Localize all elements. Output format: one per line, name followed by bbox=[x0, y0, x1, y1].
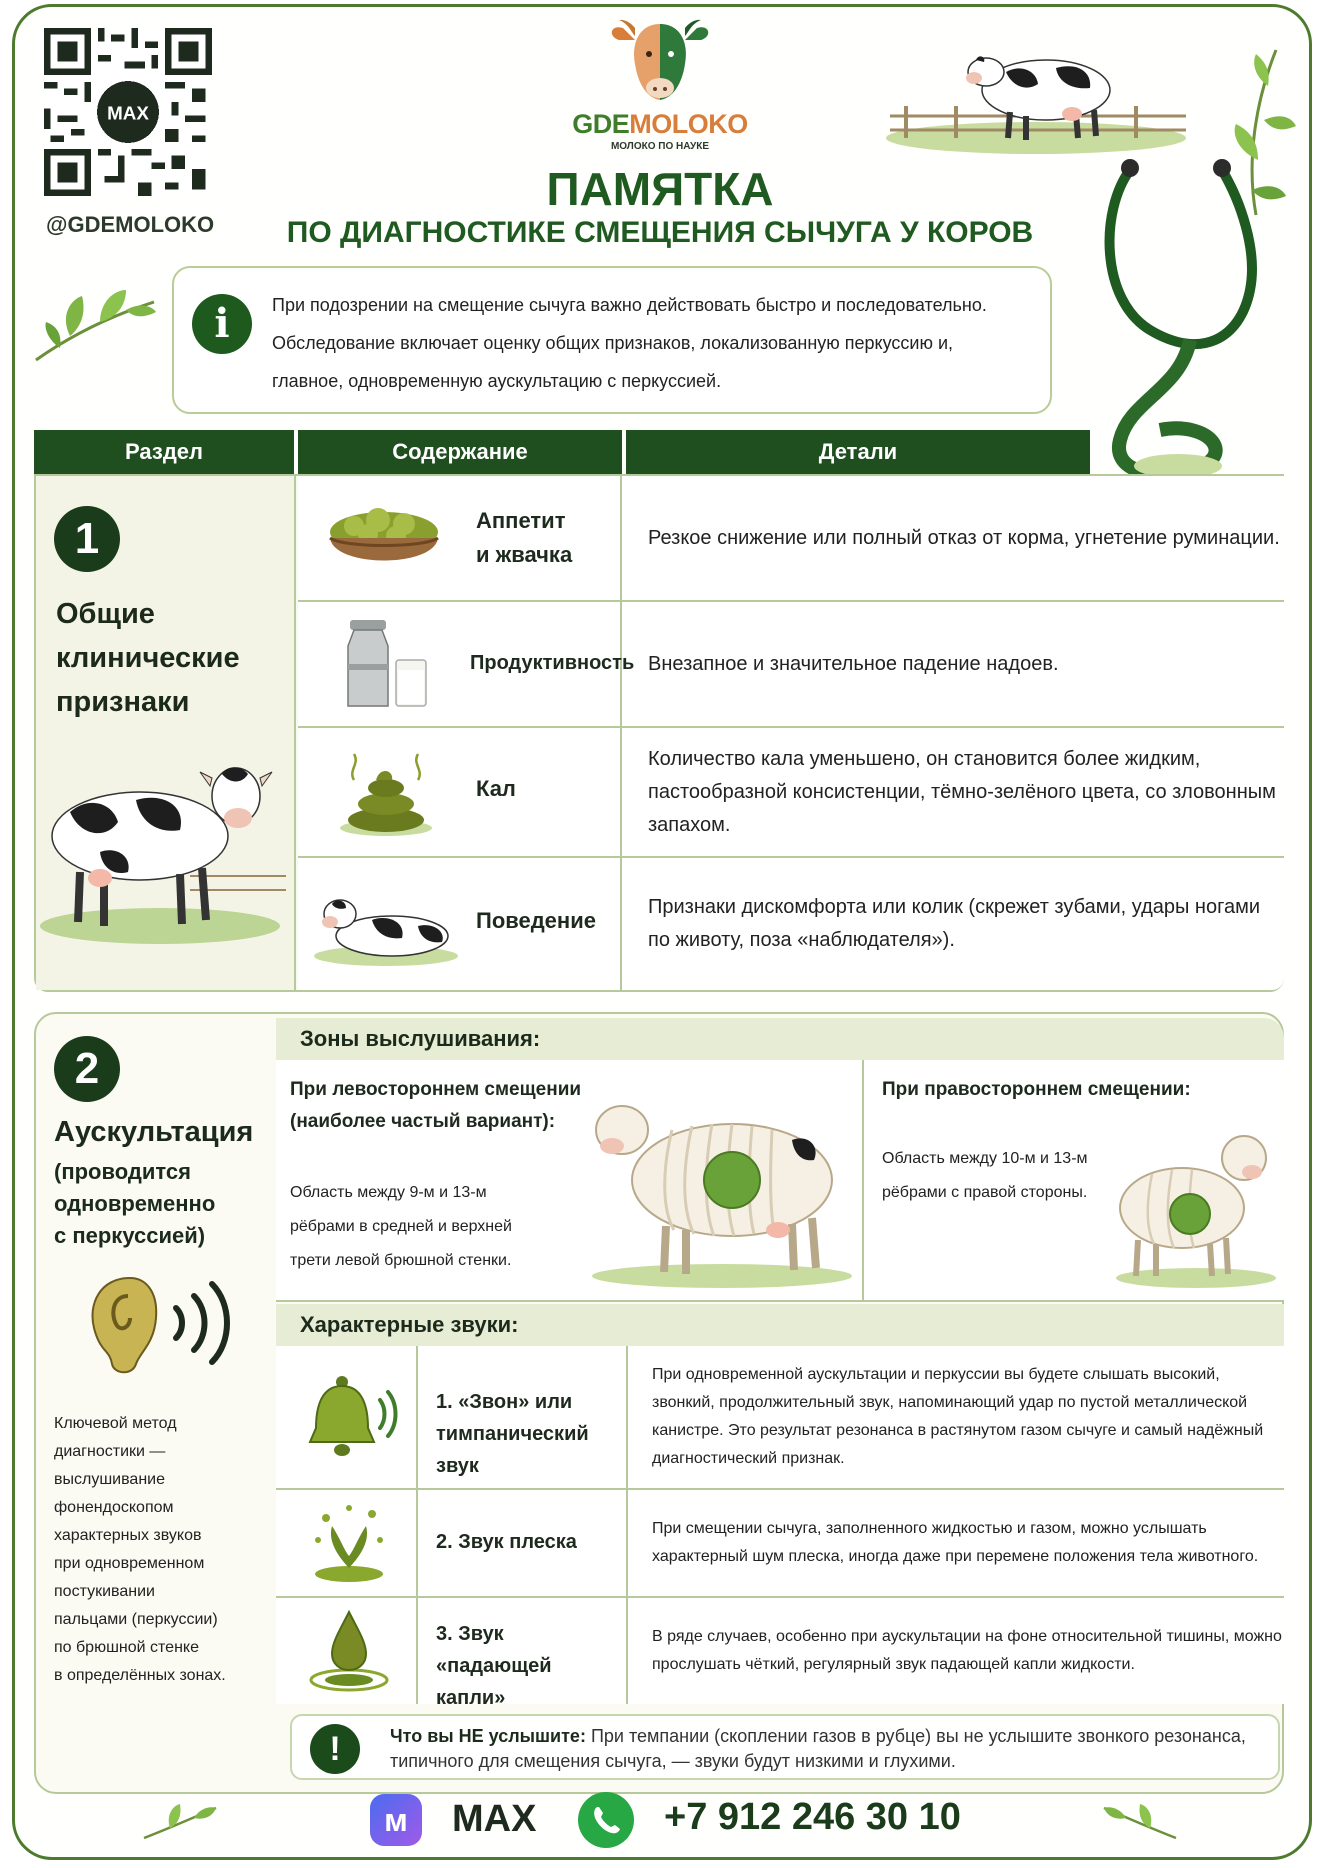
manure-icon bbox=[336, 740, 436, 840]
intro-note bbox=[172, 266, 1052, 414]
section-1-sidebar bbox=[36, 476, 296, 990]
cow-right-side-diagram bbox=[1112, 1110, 1280, 1290]
sound-details: В ряде случаев, особенно при аускультации на фоне относительной тишины, можно прослушать чёткий, регулярный звук падающей капли жидкости. bbox=[652, 1628, 1282, 1673]
table-header bbox=[34, 430, 1090, 474]
standing-cow-illustration bbox=[40, 726, 290, 946]
table-row bbox=[298, 602, 1284, 726]
row-label: Поведение bbox=[476, 908, 596, 933]
table-row bbox=[298, 858, 1284, 990]
page-subtitle: ПО ДИАГНОСТИКЕ СМЕЩЕНИЯ СЫЧУГА У КОРОВ bbox=[286, 216, 1034, 249]
intro-text-line-3: главное, одновременную аускультацию с перкуссией. bbox=[272, 371, 722, 391]
sounds-heading: Характерные звуки: bbox=[276, 1304, 1284, 1346]
splash-icon bbox=[306, 1500, 392, 1586]
sound-row bbox=[276, 1598, 1284, 1709]
header-details: Детали bbox=[818, 439, 898, 464]
leaf-branch-icon bbox=[30, 266, 160, 366]
water-drop-icon bbox=[306, 1606, 392, 1696]
sound-label: 1. «Звон» или тимпанический звук bbox=[436, 1391, 589, 1477]
row-details: Количество кала уменьшено, он становится более жидким, пастообразной консистенции, тёмно-зелёного цвета, со зловонным запахом. bbox=[648, 747, 1276, 836]
lying-cow-icon bbox=[310, 878, 460, 968]
warning-text: При темпании (скоплении газов в рубце) вы не услышите звонкого резонанса, типичного для смещения сычуга, — звуки будут низкими и глухими. bbox=[390, 1726, 1246, 1771]
section-2-subtitle: (проводится одновременно с перкуссией) bbox=[54, 1159, 216, 1248]
section-number-badge: 1 bbox=[54, 506, 120, 572]
contact-footer bbox=[0, 1792, 1320, 1846]
sound-details: При одновременной аускультации и перкуссии вы будете слышать высокий, звонкий, продолжительный звук, напоминающий удар по пустой металлической канистре. Это результат резонанса в растянутом газом сычуге и самый надёжный диагностический признак. bbox=[652, 1366, 1264, 1467]
cow-left-side-diagram bbox=[582, 1070, 852, 1290]
sound-label: 2. Звук плеска bbox=[436, 1531, 577, 1553]
row-label: Кал bbox=[476, 776, 516, 801]
section-general-signs bbox=[34, 474, 1284, 992]
intro-text-line-2: Обследование включает оценку общих признаков, локализованную перкуссию и, bbox=[272, 333, 954, 353]
intro-text-line-1: При подозрении на смещение сычуга важно действовать быстро и последовательно. bbox=[272, 295, 987, 315]
bell-icon bbox=[302, 1370, 398, 1466]
right-zone-text: Область между 10-м и 13-м рёбрами с правой стороны. bbox=[882, 1150, 1088, 1201]
leaf-branch-icon bbox=[140, 1798, 220, 1844]
info-icon: i bbox=[192, 294, 252, 354]
table-row bbox=[298, 476, 1284, 600]
section-2-title: Аускультация bbox=[54, 1116, 254, 1148]
section-2-description: Ключевой метод диагностики — выслушивание фонендоскопом характерных звуков при одновременном постукивании пальцами (перкуссии) по брюшной стенке в определённых зонах. bbox=[54, 1415, 226, 1684]
sound-row bbox=[276, 1346, 1284, 1488]
leaf-branch-icon bbox=[1100, 1798, 1180, 1844]
page-title: ПАМЯТКА bbox=[546, 163, 774, 215]
exclamation-icon: ! bbox=[310, 1724, 360, 1774]
brand-logo bbox=[560, 14, 760, 152]
left-zone-text: Область между 9-м и 13-м рёбрами в средней и верхней трети левой брюшной стенки. bbox=[290, 1184, 512, 1269]
header-content: Содержание bbox=[392, 439, 528, 464]
max-label[interactable]: MAX bbox=[452, 1798, 537, 1840]
row-details: Внезапное и значительное падение надоев. bbox=[648, 652, 1059, 675]
table-row bbox=[298, 728, 1284, 856]
sound-label: 3. Звук «падающей капли» bbox=[436, 1623, 552, 1709]
right-zone-heading: При правостороннем смещении: bbox=[882, 1079, 1191, 1100]
section-auscultation bbox=[34, 1012, 1284, 1794]
ear-listening-icon bbox=[80, 1268, 250, 1378]
feed-bowl-icon bbox=[324, 502, 444, 578]
zones-heading: Зоны выслушивания: bbox=[276, 1018, 1284, 1060]
warning-note bbox=[290, 1714, 1280, 1780]
left-zone-heading: При левостороннем смещении (наиболее частый вариант): bbox=[290, 1079, 582, 1132]
whatsapp-icon[interactable] bbox=[578, 1792, 634, 1848]
qr-center-label: MAX bbox=[107, 102, 149, 124]
sound-details: При смещении сычуга, заполненного жидкостью и газом, можно услышать характерный шум плеска, иногда даже при перемене положения тела животного. bbox=[652, 1520, 1259, 1565]
social-handle[interactable]: @GDEMOLOKO bbox=[46, 212, 215, 237]
row-details: Признаки дискомфорта или колик (скрежет зубами, удары ногами по животу, поза «наблюдателя»). bbox=[648, 896, 1260, 951]
section-1-title: Общие клинические признаки bbox=[56, 598, 240, 718]
section-number-badge: 2 bbox=[54, 1036, 120, 1102]
logo-tagline: МОЛОКО ПО НАУКЕ bbox=[610, 141, 710, 152]
phone-number[interactable]: +7 912 246 30 10 bbox=[664, 1796, 961, 1838]
max-messenger-icon[interactable]: м bbox=[370, 1794, 422, 1846]
row-label: Продуктивность bbox=[470, 652, 635, 674]
header-section: Раздел bbox=[125, 439, 203, 464]
milk-can-icon bbox=[336, 614, 436, 714]
row-details: Резкое снижение или полный отказ от корма, угнетение руминации. bbox=[648, 526, 1280, 549]
logo-wordmark: GDEMOLOKO bbox=[572, 109, 748, 139]
row-label: Аппетит и жвачка bbox=[476, 508, 573, 567]
cow-head-logo-icon bbox=[605, 14, 715, 104]
listening-zones bbox=[276, 1060, 1284, 1302]
sound-row bbox=[276, 1490, 1284, 1596]
stethoscope-icon bbox=[1090, 150, 1290, 490]
grazing-cow-illustration bbox=[886, 20, 1186, 155]
warning-title: Что вы НЕ услышите: bbox=[390, 1726, 586, 1746]
